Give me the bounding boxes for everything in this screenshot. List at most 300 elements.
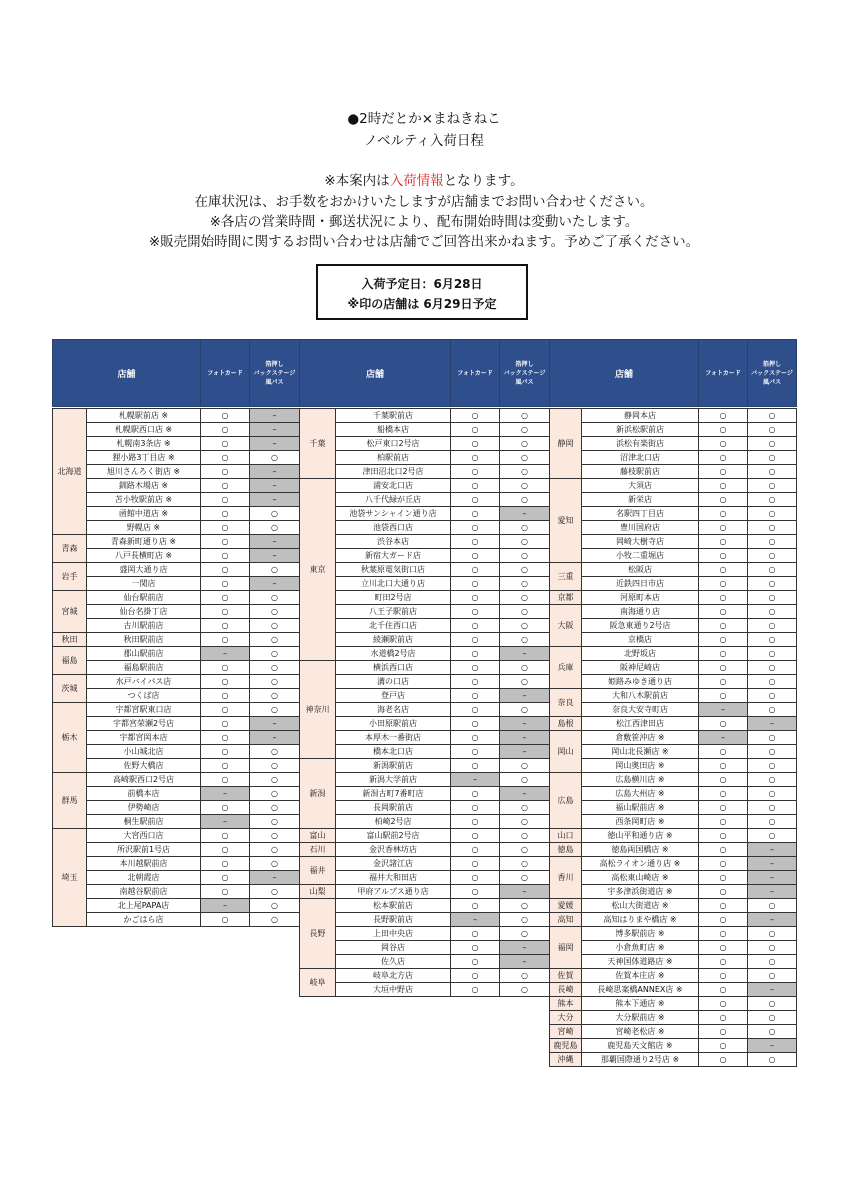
table-row (550, 885, 797, 899)
pass-status: ○ (500, 983, 550, 997)
photocard-status: ○ (451, 689, 500, 703)
table-row (300, 801, 550, 815)
table-row (300, 773, 550, 787)
store-name: 佐野大橋店 (87, 759, 201, 773)
pass-status: ○ (500, 969, 550, 983)
store-table-1 (52, 339, 300, 927)
pass-status: ○ (748, 829, 797, 843)
table-row (53, 759, 300, 773)
photocard-status: ○ (451, 927, 500, 941)
pass-status: – (748, 1039, 797, 1053)
region-cell: 愛知 (550, 479, 582, 563)
photocard-status: ○ (451, 619, 500, 633)
store-name: 高松ライオン通り店 ※ (582, 857, 699, 871)
pass-status: – (500, 745, 550, 759)
pass-status: ○ (748, 619, 797, 633)
table-row (300, 521, 550, 535)
region-cell: 香川 (550, 857, 582, 899)
pass-status: ○ (250, 787, 300, 801)
table-row (550, 829, 797, 843)
table-row (550, 479, 797, 493)
region-cell: 長崎 (550, 983, 582, 997)
photocard-status: ○ (699, 913, 748, 927)
store-name: 八千代緑が丘店 (336, 493, 451, 507)
store-name: 熊本下通店 ※ (582, 997, 699, 1011)
title-line-1: ●2時だとか×まねきねこ (347, 111, 501, 127)
store-name: 佐久店 (336, 955, 451, 969)
pass-status: ○ (500, 759, 550, 773)
pass-status: ○ (748, 1011, 797, 1025)
pass-header (748, 340, 797, 407)
pass-status: ○ (250, 829, 300, 843)
photocard-status: ○ (451, 563, 500, 577)
store-name: 阪神尼崎店 (582, 661, 699, 675)
table-row (300, 451, 550, 465)
store-name: 宮崎老松店 ※ (582, 1025, 699, 1039)
region-cell: 長野 (300, 899, 336, 969)
store-name: 福山駅前店 ※ (582, 801, 699, 815)
table-row (300, 465, 550, 479)
region-cell: 鹿児島 (550, 1039, 582, 1053)
region-cell: 静岡 (550, 409, 582, 479)
table-row (300, 913, 550, 927)
photocard-status: ○ (451, 521, 500, 535)
pass-status: ○ (748, 479, 797, 493)
photocard-status: ○ (451, 717, 500, 731)
table-row (550, 857, 797, 871)
pass-header-line: 風パス (265, 378, 284, 386)
pass-status: ○ (250, 745, 300, 759)
photocard-status: ○ (451, 661, 500, 675)
pass-status: – (748, 885, 797, 899)
note-line-1 (0, 170, 848, 192)
pass-status: – (250, 493, 300, 507)
photocard-status: ○ (699, 689, 748, 703)
photocard-status: ○ (699, 479, 748, 493)
pass-status: – (500, 731, 550, 745)
store-name: 桐生駅前店 (87, 815, 201, 829)
note-line-4: ※販売開始時間に関するお問い合わせは店舗でご回答出来かねます。予めご了承ください。 (148, 234, 700, 250)
region-cell: 福島 (53, 647, 87, 675)
arrival-date: 入荷予定日：6月28日 (361, 277, 483, 291)
pass-status: ○ (748, 647, 797, 661)
pass-status: – (250, 731, 300, 745)
pass-status: ○ (500, 773, 550, 787)
pass-status: ○ (748, 955, 797, 969)
region-cell: 東京 (300, 479, 336, 661)
pass-status: – (500, 689, 550, 703)
pass-status: ○ (748, 493, 797, 507)
store-name: 小倉魚町店 ※ (582, 941, 699, 955)
region-cell: 宮崎 (550, 1025, 582, 1039)
pass-status: ○ (500, 451, 550, 465)
table-row (550, 507, 797, 521)
table-row (53, 829, 300, 843)
photocard-status: ○ (451, 423, 500, 437)
table-row (300, 535, 550, 549)
photocard-status: ○ (699, 1053, 748, 1067)
pass-status: ○ (500, 633, 550, 647)
photocard-status: ○ (201, 619, 250, 633)
store-name: 沼津北口店 (582, 451, 699, 465)
photocard-status: ○ (451, 955, 500, 969)
store-name: 千葉駅前店 (336, 409, 451, 423)
photocard-status: ○ (699, 829, 748, 843)
photocard-status: ○ (699, 675, 748, 689)
table-row (53, 465, 300, 479)
photocard-status: ○ (201, 731, 250, 745)
region-cell: 石川 (300, 843, 336, 857)
photocard-status: ○ (699, 815, 748, 829)
region-cell: 福井 (300, 857, 336, 885)
pass-status: ○ (748, 535, 797, 549)
photocard-status: ○ (451, 899, 500, 913)
pass-status: ○ (500, 409, 550, 423)
table-row (550, 1011, 797, 1025)
store-name: 甲府アルプス通り店 (336, 885, 451, 899)
photocard-status: ○ (451, 493, 500, 507)
region-cell: 徳島 (550, 843, 582, 857)
table-row (300, 843, 550, 857)
pass-status: ○ (748, 605, 797, 619)
photocard-status: ○ (699, 871, 748, 885)
photocard-status: ○ (699, 619, 748, 633)
photocard-status: ○ (699, 423, 748, 437)
pass-header-line: バックステージ (253, 369, 296, 377)
photocard-status: ○ (201, 885, 250, 899)
store-name: 徳島両国橋店 ※ (582, 843, 699, 857)
photocard-status: ○ (201, 801, 250, 815)
pass-header (250, 340, 300, 407)
pass-status: ○ (500, 619, 550, 633)
photocard-status: ○ (201, 451, 250, 465)
photocard-status: ○ (451, 591, 500, 605)
table-row (550, 941, 797, 955)
pass-status: ○ (748, 1025, 797, 1039)
table-row (53, 633, 300, 647)
store-name: 野幌店 ※ (87, 521, 201, 535)
pass-status: ○ (500, 899, 550, 913)
store-name: 水戸バイパス店 (87, 675, 201, 689)
photocard-status: ○ (201, 843, 250, 857)
photocard-status: ○ (201, 563, 250, 577)
photocard-status: ○ (451, 759, 500, 773)
photocard-status: ○ (451, 815, 500, 829)
store-name: 札幌駅前店 ※ (87, 409, 201, 423)
store-name: 豊川国府店 (582, 521, 699, 535)
table-row (550, 563, 797, 577)
photocard-status: ○ (201, 773, 250, 787)
region-cell: 岐阜 (300, 969, 336, 997)
store-name: 静岡本店 (582, 409, 699, 423)
pass-status: – (250, 479, 300, 493)
pass-status: – (250, 437, 300, 451)
pass-header (500, 340, 550, 407)
photocard-status: – (451, 913, 500, 927)
region-cell: 沖縄 (550, 1053, 582, 1067)
table-row (550, 605, 797, 619)
note-line-2: 在庫状況は、お手数をおかけいたしますが店舗までお問い合わせください。 (194, 194, 654, 210)
pass-status: ○ (250, 521, 300, 535)
pass-status: ○ (748, 801, 797, 815)
photocard-status: ○ (451, 577, 500, 591)
store-name: 仙台駅前店 (87, 591, 201, 605)
store-name: 南越谷駅前店 (87, 885, 201, 899)
table-row (53, 745, 300, 759)
store-name: 福島駅前店 (87, 661, 201, 675)
table-row (550, 983, 797, 997)
store-name: 高松東山崎店 ※ (582, 871, 699, 885)
photocard-status: ○ (699, 759, 748, 773)
pass-status: – (748, 857, 797, 871)
store-name: 松江西津田店 (582, 717, 699, 731)
store-name: 溝の口店 (336, 675, 451, 689)
pass-status: ○ (250, 689, 300, 703)
pass-header-line: 箔押し (763, 360, 782, 368)
photocard-status: – (201, 787, 250, 801)
store-name: 仙台名掛丁店 (87, 605, 201, 619)
table-row (550, 843, 797, 857)
photocard-status: ○ (201, 591, 250, 605)
store-name: 岡山奥田店 ※ (582, 759, 699, 773)
table-row (300, 885, 550, 899)
photocard-status: ○ (699, 409, 748, 423)
photocard-status: ○ (451, 801, 500, 815)
pass-status: ○ (500, 857, 550, 871)
photocard-status: ○ (201, 633, 250, 647)
store-name: 一関店 (87, 577, 201, 591)
pass-status: – (250, 409, 300, 423)
table-row (53, 423, 300, 437)
store-name: 浦安北口店 (336, 479, 451, 493)
pass-status: ○ (500, 843, 550, 857)
photocard-status: ○ (699, 1039, 748, 1053)
region-cell: 大分 (550, 1011, 582, 1025)
store-name: 岡崎大樹寺店 (582, 535, 699, 549)
store-name: 登戸店 (336, 689, 451, 703)
store-name: 金沢諸江店 (336, 857, 451, 871)
pass-status: – (250, 535, 300, 549)
table-row (300, 941, 550, 955)
table-row (53, 591, 300, 605)
table-row (53, 437, 300, 451)
store-name: 北朝霞店 (87, 871, 201, 885)
photocard-status: ○ (699, 605, 748, 619)
photocard-status: ○ (201, 871, 250, 885)
store-name: 鹿児島天文館店 ※ (582, 1039, 699, 1053)
pass-status: ○ (500, 423, 550, 437)
photocard-status: ○ (451, 829, 500, 843)
table-row (550, 451, 797, 465)
table-row (300, 829, 550, 843)
pass-status: ○ (250, 633, 300, 647)
table-row (300, 423, 550, 437)
photocard-status: ○ (201, 423, 250, 437)
region-cell: 岡山 (550, 731, 582, 773)
pass-status: ○ (250, 703, 300, 717)
store-name: 苫小牧駅前店 ※ (87, 493, 201, 507)
photocard-status: – (699, 703, 748, 717)
photocard-status: ○ (699, 969, 748, 983)
store-name: 大宮西口店 (87, 829, 201, 843)
photocard-status: ○ (699, 507, 748, 521)
pass-status: – (250, 549, 300, 563)
photocard-status: ○ (699, 955, 748, 969)
table-row (300, 507, 550, 521)
store-name: 北上尾PAPA店 (87, 899, 201, 913)
store-name: 本川越駅前店 (87, 857, 201, 871)
photocard-status: ○ (201, 521, 250, 535)
table-row (550, 969, 797, 983)
table-row (300, 493, 550, 507)
table-row (53, 773, 300, 787)
photocard-status: ○ (451, 983, 500, 997)
photocard-status: ○ (201, 605, 250, 619)
pass-status: – (500, 955, 550, 969)
photocard-status: ○ (451, 703, 500, 717)
photocard-status: ○ (699, 773, 748, 787)
pass-status: ○ (250, 773, 300, 787)
photocard-status: ○ (699, 647, 748, 661)
table-row (53, 689, 300, 703)
photocard-status: ○ (201, 507, 250, 521)
pass-status: – (500, 885, 550, 899)
photocard-status: ○ (451, 969, 500, 983)
store-table-3 (549, 339, 797, 1067)
table-row (550, 773, 797, 787)
photocard-status: ○ (201, 437, 250, 451)
table-row (300, 745, 550, 759)
region-cell: 愛媛 (550, 899, 582, 913)
pass-status: ○ (748, 759, 797, 773)
photocard-status: ○ (201, 493, 250, 507)
table-row (300, 675, 550, 689)
store-name: 南海通り店 (582, 605, 699, 619)
pass-status: ○ (250, 563, 300, 577)
store-name: 盛岡大通り店 (87, 563, 201, 577)
pass-status: – (500, 647, 550, 661)
store-name: 近鉄四日市店 (582, 577, 699, 591)
table-row (550, 927, 797, 941)
store-name: 倉敷笹沖店 ※ (582, 731, 699, 745)
photocard-status: ○ (699, 465, 748, 479)
region-cell: 北海道 (53, 409, 87, 535)
photocard-status: ○ (451, 885, 500, 899)
store-name: 大和八木駅前店 (582, 689, 699, 703)
region-cell: 茨城 (53, 675, 87, 703)
table-row (550, 437, 797, 451)
photocard-status: ○ (699, 493, 748, 507)
region-cell: 秋田 (53, 633, 87, 647)
pass-status: ○ (500, 927, 550, 941)
pass-status: ○ (748, 549, 797, 563)
photocard-status: ○ (699, 591, 748, 605)
photocard-status: ○ (451, 787, 500, 801)
store-name: 八王子駅前店 (336, 605, 451, 619)
table-row (53, 787, 300, 801)
region-cell: 神奈川 (300, 661, 336, 759)
photocard-status: ○ (699, 577, 748, 591)
arrival-info-highlight: 入荷情報 (389, 173, 444, 189)
table-row (550, 1053, 797, 1067)
table-row (550, 535, 797, 549)
table-row (550, 955, 797, 969)
pass-status: – (748, 871, 797, 885)
store-name: 長野駅前店 (336, 913, 451, 927)
table-row (53, 885, 300, 899)
store-name: 新潟古町7番町店 (336, 787, 451, 801)
table-row (300, 759, 550, 773)
store-name: 浜松有楽街店 (582, 437, 699, 451)
store-name: 津田沼北口2号店 (336, 465, 451, 479)
store-name: 那覇国際通り2号店 ※ (582, 1053, 699, 1067)
table-row (300, 661, 550, 675)
photocard-status: ○ (451, 549, 500, 563)
photocard-status: ○ (699, 661, 748, 675)
table-row (53, 563, 300, 577)
photocard-status: ○ (699, 437, 748, 451)
photocard-header: フォトカード (451, 340, 500, 407)
table-row (53, 815, 300, 829)
table-row (550, 549, 797, 563)
table-row (550, 717, 797, 731)
title-line-2: ノベルティ入荷日程 (364, 133, 484, 149)
photocard-status: – (201, 815, 250, 829)
table-row (53, 549, 300, 563)
pass-status: ○ (500, 913, 550, 927)
photocard-status: ○ (451, 409, 500, 423)
table-row (550, 647, 797, 661)
store-header: 店舗 (53, 340, 201, 407)
photocard-status: ○ (699, 983, 748, 997)
store-name: 富山駅前2号店 (336, 829, 451, 843)
store-name: 河原町本店 (582, 591, 699, 605)
pass-status: – (500, 507, 550, 521)
pass-header-line: 箔押し (265, 360, 284, 368)
table-row (300, 871, 550, 885)
photocard-status: ○ (451, 465, 500, 479)
photocard-status: – (451, 773, 500, 787)
photocard-status: ○ (699, 997, 748, 1011)
pass-status: ○ (748, 661, 797, 675)
pass-header-line: バックステージ (751, 369, 793, 377)
pass-status: ○ (500, 591, 550, 605)
pass-status: ○ (748, 591, 797, 605)
pass-status: ○ (748, 451, 797, 465)
region-cell: 熊本 (550, 997, 582, 1011)
table-row (550, 577, 797, 591)
table-row (53, 843, 300, 857)
pass-status: ○ (748, 815, 797, 829)
photocard-status: ○ (699, 633, 748, 647)
pass-status: ○ (748, 773, 797, 787)
store-name: 柏崎2号店 (336, 815, 451, 829)
table-row (550, 703, 797, 717)
photocard-status: ○ (699, 1011, 748, 1025)
store-name: 北千住西口店 (336, 619, 451, 633)
photocard-status: ○ (201, 913, 250, 927)
pass-status: ○ (748, 437, 797, 451)
table-row (300, 731, 550, 745)
photocard-status: ○ (201, 465, 250, 479)
store-name: 姫路みゆき通り店 (582, 675, 699, 689)
store-header: 店舗 (300, 340, 451, 407)
store-name: 岐阜北方店 (336, 969, 451, 983)
pass-status: ○ (748, 1053, 797, 1067)
table-row (300, 563, 550, 577)
pass-status: ○ (500, 493, 550, 507)
marked-store-date: ※印の店舗は 6月29日予定 (347, 297, 497, 311)
